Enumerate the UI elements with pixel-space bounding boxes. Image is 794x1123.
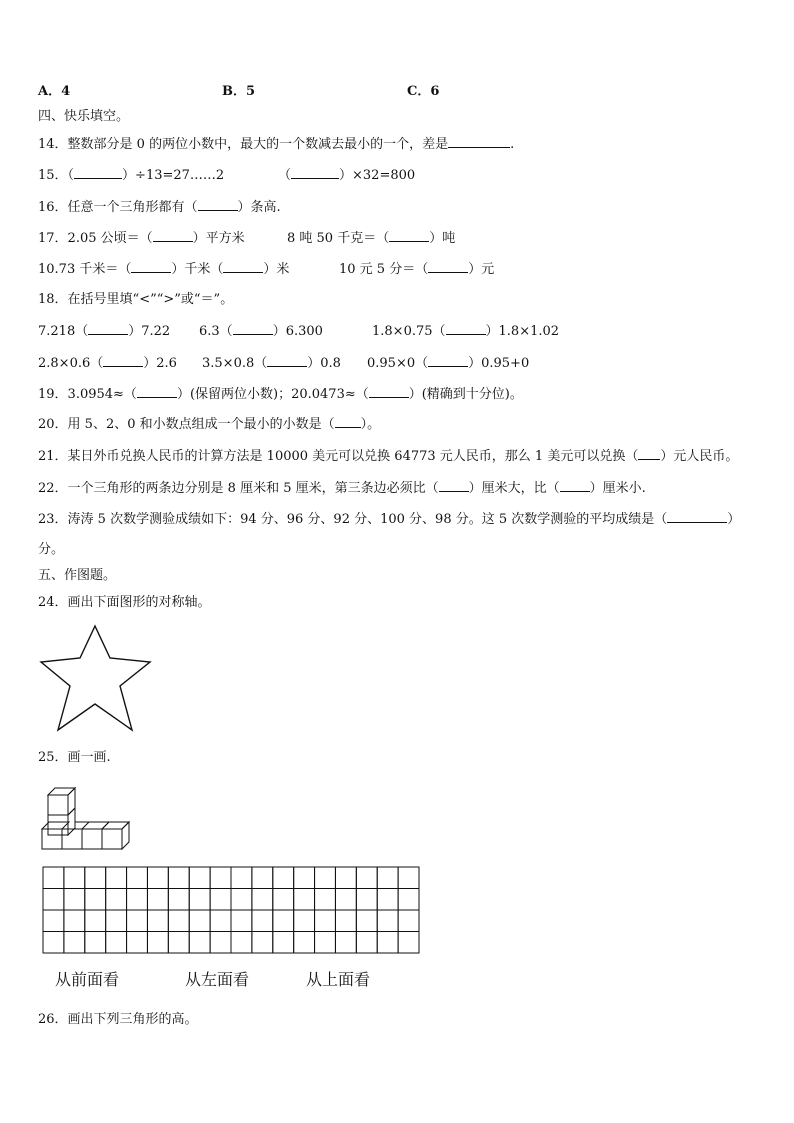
grid-cell[interactable] (398, 910, 419, 932)
compare-7218: 7.218（ ）7.22 (38, 324, 171, 339)
answer-blank[interactable] (291, 167, 339, 179)
grid-cell[interactable] (127, 932, 148, 954)
answer-blank[interactable] (428, 261, 468, 273)
grid-cell[interactable] (168, 867, 189, 889)
grid-cell[interactable] (335, 889, 356, 911)
grid-cell[interactable] (273, 910, 294, 932)
answer-blank[interactable] (389, 230, 429, 242)
question-15a: 15．（ ）÷13=27……2 (38, 168, 225, 183)
view-label-top: 从上面看 (306, 970, 371, 989)
option-c: C．6 (407, 84, 440, 99)
question-25: 25．画一画. (38, 750, 111, 765)
grid-cell[interactable] (315, 932, 336, 954)
grid-cell[interactable] (43, 910, 64, 932)
grid-cell[interactable] (356, 889, 377, 911)
grid-cell[interactable] (231, 889, 252, 911)
answer-blank[interactable] (103, 355, 143, 367)
grid-cell[interactable] (147, 867, 168, 889)
cube-stack-figure (38, 780, 138, 852)
grid-cell[interactable] (273, 889, 294, 911)
grid-cell[interactable] (168, 889, 189, 911)
grid-cell[interactable] (315, 889, 336, 911)
question-14: 14．整数部分是 0 的两位小数中，最大的一个数减去最小的一个，差是 . (38, 137, 515, 152)
compare-095x0: 0.95×0（ ）0.95+0 (367, 356, 530, 371)
grid-cell[interactable] (127, 910, 148, 932)
question-17d: 10 元 5 分＝（ ）元 (339, 262, 495, 277)
question-15b: （ ）×32=800 (278, 168, 416, 183)
grid-cell[interactable] (252, 889, 273, 911)
question-17b: 8 吨 50 千克＝（ ）吨 (287, 231, 456, 246)
grid-cell[interactable] (106, 932, 127, 954)
grid-cell[interactable] (168, 932, 189, 954)
answer-blank[interactable] (335, 416, 361, 428)
grid-cell[interactable] (273, 867, 294, 889)
answer-blank[interactable] (153, 230, 193, 242)
grid-cell[interactable] (377, 889, 398, 911)
grid-cell[interactable] (398, 867, 419, 889)
grid-cell[interactable] (147, 932, 168, 954)
grid-cell[interactable] (335, 932, 356, 954)
grid-cell[interactable] (231, 910, 252, 932)
compare-35x08: 3.5×0.8（ ）0.8 (202, 356, 341, 371)
grid-cell[interactable] (210, 867, 231, 889)
grid-cell[interactable] (64, 932, 85, 954)
grid-cell[interactable] (252, 910, 273, 932)
grid-cell[interactable] (335, 867, 356, 889)
grid-cell[interactable] (85, 910, 106, 932)
grid-cell[interactable] (106, 867, 127, 889)
grid-cell[interactable] (356, 910, 377, 932)
grid-cell[interactable] (147, 910, 168, 932)
grid-cell[interactable] (85, 932, 106, 954)
grid-cell[interactable] (85, 867, 106, 889)
question-22: 22．一个三角形的两条边分别是 8 厘米和 5 厘米，第三条边必须比（ ）厘米大，比（ ）厘米小. (38, 481, 646, 496)
question-19: 19．3.0954≈（ ）(保留两位小数)；20.0473≈（ ）(精确到十分位)。 (38, 387, 523, 402)
grid-cell[interactable] (273, 932, 294, 954)
star-shape (38, 624, 154, 734)
answer-blank[interactable] (369, 386, 409, 398)
answer-blank[interactable] (428, 355, 468, 367)
grid-cell[interactable] (294, 932, 315, 954)
grid-cell[interactable] (210, 889, 231, 911)
compare-18x075: 1.8×0.75（ ）1.8×1.02 (372, 324, 560, 339)
grid-cell[interactable] (294, 910, 315, 932)
question-16: 16．任意一个三角形都有（ ）条高. (38, 200, 281, 215)
grid-cell[interactable] (377, 867, 398, 889)
answer-blank[interactable] (88, 323, 128, 335)
grid-cell[interactable] (106, 889, 127, 911)
question-23-unit: 分。 (38, 542, 65, 557)
compare-63: 6.3（ ）6.300 (199, 324, 323, 339)
grid-cell[interactable] (168, 910, 189, 932)
drawing-grid[interactable] (42, 866, 422, 954)
answer-blank[interactable] (448, 136, 510, 148)
grid-cell[interactable] (43, 889, 64, 911)
grid-cell[interactable] (64, 889, 85, 911)
section-title-fill-blanks: 四、快乐填空。 (38, 109, 130, 124)
question-17a: 17．2.05 公顷＝（ ）平方米 (38, 231, 245, 246)
grid-cell[interactable] (294, 889, 315, 911)
answer-blank[interactable] (667, 511, 727, 523)
question-18: 18．在括号里填“<”“>”或“＝”。 (38, 292, 234, 307)
grid-cell[interactable] (335, 910, 356, 932)
question-26: 26．画出下列三角形的高。 (38, 1012, 198, 1027)
grid-cell[interactable] (356, 867, 377, 889)
grid-cell[interactable] (377, 910, 398, 932)
view-label-front: 从前面看 (55, 970, 120, 989)
answer-blank[interactable] (446, 323, 486, 335)
option-b: B．5 (222, 84, 256, 99)
grid-cell[interactable] (127, 889, 148, 911)
grid-cell[interactable] (43, 867, 64, 889)
grid-cell[interactable] (210, 932, 231, 954)
compare-28x06: 2.8×0.6（ ）2.6 (38, 356, 177, 371)
answer-blank[interactable] (74, 167, 122, 179)
question-24: 24．画出下面图形的对称轴。 (38, 595, 211, 610)
answer-blank[interactable] (439, 480, 469, 492)
answer-blank[interactable] (131, 261, 171, 273)
grid-cell[interactable] (294, 867, 315, 889)
grid-cell[interactable] (252, 867, 273, 889)
grid-cell[interactable] (64, 867, 85, 889)
answer-blank[interactable] (223, 261, 263, 273)
grid-cell[interactable] (189, 889, 210, 911)
grid-cell[interactable] (189, 867, 210, 889)
grid-cell[interactable] (231, 932, 252, 954)
grid-cell[interactable] (106, 910, 127, 932)
answer-blank[interactable] (198, 199, 238, 211)
question-23: 23．涛涛 5 次数学测验成绩如下：94 分、96 分、92 分、100 分、98 分。这 5 次数学测验的平均成绩是（ ） (38, 512, 741, 527)
grid-cell[interactable] (231, 867, 252, 889)
answer-blank[interactable] (233, 323, 273, 335)
grid-cell[interactable] (147, 889, 168, 911)
question-17c: 10.73 千米＝（ ）千米（ ）米 (38, 262, 290, 277)
grid-cell[interactable] (315, 867, 336, 889)
grid-cell[interactable] (189, 932, 210, 954)
grid-cell[interactable] (398, 932, 419, 954)
grid-cell[interactable] (85, 889, 106, 911)
grid-cell[interactable] (64, 910, 85, 932)
option-a: A．4 (38, 84, 71, 99)
grid-cell[interactable] (252, 932, 273, 954)
question-20: 20．用 5、2、0 和小数点组成一个最小的小数是（ ）。 (38, 417, 381, 432)
grid-cell[interactable] (210, 910, 231, 932)
answer-blank[interactable] (137, 386, 177, 398)
grid-cell[interactable] (43, 932, 64, 954)
answer-blank[interactable] (560, 480, 590, 492)
question-21: 21．某日外币兑换人民币的计算方法是 10000 美元可以兑换 64773 元人民币，那么 1 美元可以兑换（ ）元人民币。 (38, 449, 739, 464)
section-title-drawing: 五、作图题。 (38, 568, 117, 583)
answer-blank[interactable] (267, 355, 307, 367)
grid-cell[interactable] (127, 867, 148, 889)
grid-cell[interactable] (315, 910, 336, 932)
grid-cell[interactable] (398, 889, 419, 911)
grid-cell[interactable] (189, 910, 210, 932)
grid-cell[interactable] (356, 932, 377, 954)
view-label-left: 从左面看 (185, 970, 250, 989)
grid-cell[interactable] (377, 932, 398, 954)
answer-blank[interactable] (638, 448, 660, 460)
